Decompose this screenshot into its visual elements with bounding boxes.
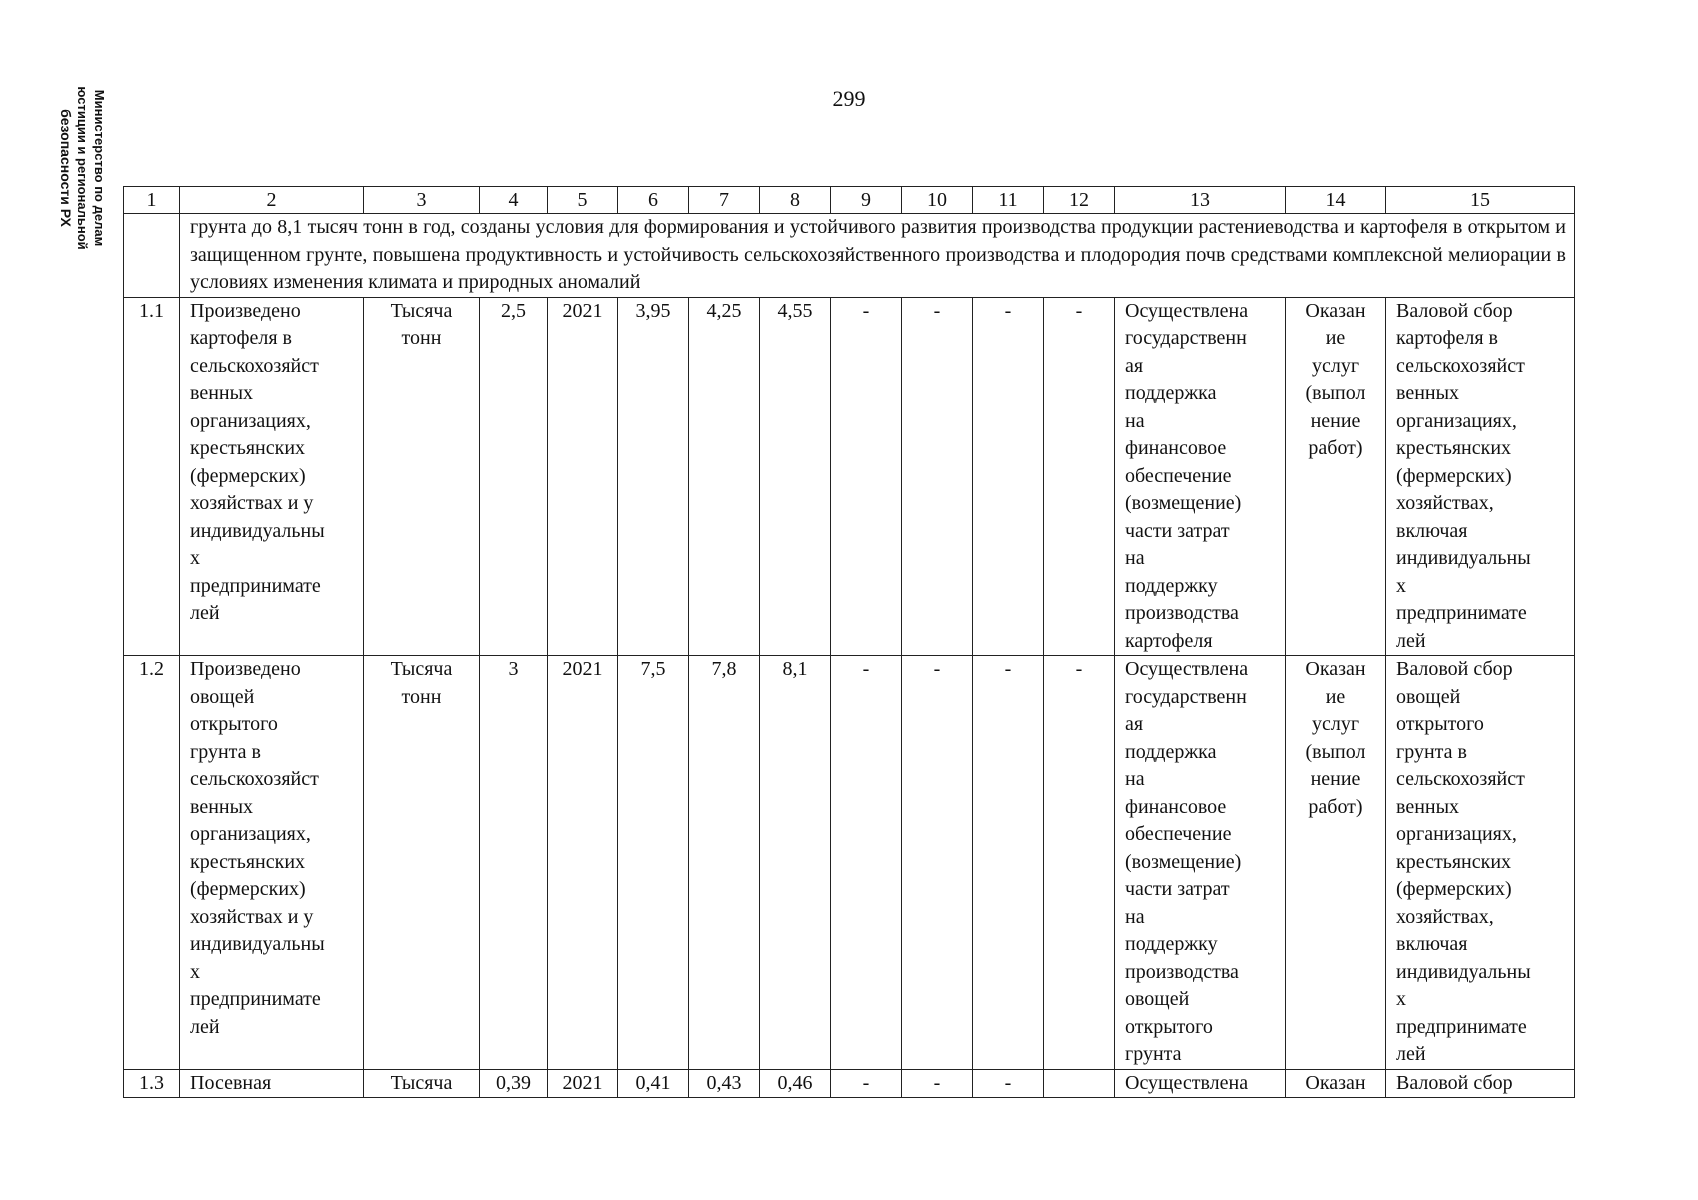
base-year: 2021 [548,1069,618,1098]
base-year: 2021 [548,656,618,1070]
cell-line: предпринимате [190,988,321,1010]
cell-line: индивидуальны [1396,547,1531,569]
cell-line: лей [1396,629,1426,652]
cell-line: услуг [1311,354,1360,377]
cell-line: поддержку [1125,933,1218,955]
cell-line: услуг [1311,713,1360,735]
base-year: 2021 [548,297,618,656]
cell-line: (фермерских) [190,878,306,900]
header-col-7: 7 [689,187,760,214]
cell-line: (фермерских) [190,464,306,487]
intro-num-cell [124,214,180,298]
cell-line: финансовое [1125,437,1227,459]
header-col-8: 8 [760,187,831,214]
value-col-9: - [831,297,902,656]
cell-line: части затрат [1125,519,1230,542]
value-col-11: - [973,656,1044,1070]
value-col-7: 7,8 [689,656,760,1070]
header-col-13: 13 [1115,187,1286,214]
event-description [1115,656,1286,1070]
indicator-link [1386,656,1575,1070]
header-col-11: 11 [973,187,1044,214]
header-col-3: 3 [364,187,480,214]
indicator-link [1386,1069,1575,1098]
cell-line: нение [1310,409,1361,432]
cell-line: ая [1125,354,1144,377]
cell-line: индивидуальны [1396,960,1531,983]
cell-line: (возмещение) [1125,850,1242,873]
stamp-line-2: юстиции и региональной [75,86,90,250]
unit-of-measure [364,1069,480,1098]
cell-line: Валовой сбор [1396,299,1513,322]
intro-row [124,214,1575,298]
stamp-line-3: безопасности РХ [58,109,74,227]
header-col-6: 6 [618,187,689,214]
cell-line: нение [1310,768,1361,790]
header-col-10: 10 [902,187,973,214]
cell-line: организациях, [190,823,311,845]
cell-line: грунта в [190,740,261,763]
value-col-8: 4,55 [760,297,831,656]
cell-line: х [1396,988,1406,1010]
cell-line: крестьянских [190,437,306,459]
cell-line: ая [1125,713,1144,735]
cell-line: венных [1396,382,1460,404]
value-col-12 [1044,1069,1115,1098]
cell-line: работ) [1308,795,1363,818]
cell-line: предпринимате [1396,602,1527,624]
cell-line: сельскохозяйст [1396,768,1525,790]
cell-line: обеспечение [1125,823,1232,845]
cell-line: на [1125,409,1145,432]
header-col-12: 12 [1044,187,1115,214]
header-col-14: 14 [1286,187,1386,214]
base-value: 2,5 [480,297,548,656]
cell-line: (возмещение) [1125,492,1242,514]
cell-line: организациях, [190,409,311,432]
cell-line: Валовой сбор [1396,1071,1513,1094]
cell-line: лей [190,602,220,624]
stamp-line-1: Министерство по делам [92,89,107,247]
event-type [1286,297,1386,656]
header-col-1: 1 [124,187,180,214]
cell-line: индивидуальны [190,519,325,542]
table-row [124,1069,1575,1098]
cell-line: государственн [1125,327,1247,349]
indicators-table [123,186,1575,1098]
cell-line: венных [190,382,254,404]
cell-line: поддержка [1125,382,1217,404]
table-row [124,656,1575,1070]
value-col-9: - [831,656,902,1070]
base-value: 0,39 [480,1069,548,1098]
cell-line: грунта в [1396,740,1467,763]
cell-line: (фермерских) [1396,464,1512,487]
cell-line: Осуществлена [1125,658,1249,680]
cell-line: картофеля [1125,629,1213,652]
cell-line: Тысяча [390,658,453,680]
cell-line: тонн [401,327,442,349]
cell-line: на [1125,768,1145,790]
cell-line: поддержку [1125,574,1218,597]
cell-line: крестьянских [1396,437,1512,459]
cell-line: Оказан [1305,299,1366,322]
cell-line: поддержка [1125,740,1217,763]
cell-line: тонн [401,685,442,708]
cell-line: на [1125,547,1145,569]
cell-line: производства [1125,602,1239,624]
indicator-name [180,1069,364,1098]
unit-of-measure [364,297,480,656]
cell-line: Произведено [190,299,301,322]
header-col-15: 15 [1386,187,1575,214]
header-col-4: 4 [480,187,548,214]
cell-line: производства [1125,960,1239,983]
cell-line: финансовое [1125,795,1227,818]
cell-line: хозяйствах и у [190,492,314,514]
cell-line: включая [1396,519,1468,542]
value-col-7: 0,43 [689,1069,760,1098]
value-col-6: 3,95 [618,297,689,656]
cell-line: предпринимате [1396,1015,1527,1038]
intro-text: грунта до 8,1 тысяч тонн в год, созданы условия для формирования и устойчивого развития производства продукции растениеводства и картофеля в открытом и защищенном грунте, повышена продуктивность и устойчивость сельскохозяйственного производства и плодородия почв средствами комплексной мелиорации в условиях изменения климата и природных аномалий [180,214,1575,298]
header-col-5: 5 [548,187,618,214]
base-value: 3 [480,656,548,1070]
cell-line: Тысяча [390,1071,453,1094]
event-type [1286,656,1386,1070]
cell-line: овощей [1396,685,1461,708]
cell-line: крестьянских [1396,850,1512,873]
value-col-8: 8,1 [760,656,831,1070]
value-col-8: 0,46 [760,1069,831,1098]
cell-line: открытого [1125,1015,1213,1038]
cell-line: овощей [1125,988,1190,1010]
cell-line: Осуществлена [1125,1071,1249,1094]
cell-line: Тысяча [390,299,453,322]
cell-line: индивидуальны [190,933,325,955]
cell-line: х [1396,574,1406,597]
cell-line: хозяйствах, [1396,492,1494,514]
cell-line: включая [1396,933,1468,955]
row-number: 1.2 [124,656,180,1070]
value-col-6: 0,41 [618,1069,689,1098]
event-description [1115,297,1286,656]
cell-line: венных [1396,795,1460,818]
header-col-9: 9 [831,187,902,214]
cell-line: х [190,960,200,983]
cell-line: хозяйствах, [1396,905,1494,928]
cell-line: Оказан [1305,658,1366,680]
cell-line: работ) [1308,437,1363,459]
cell-line: сельскохозяйст [190,768,319,790]
value-col-10: - [902,297,973,656]
cell-line: лей [1396,1043,1426,1065]
value-col-9: - [831,1069,902,1098]
indicator-name [180,656,364,1070]
cell-line: на [1125,905,1145,928]
value-col-12: - [1044,297,1115,656]
cell-line: сельскохозяйст [190,354,319,377]
cell-line: Посевная [190,1071,272,1094]
event-type [1286,1069,1386,1098]
value-col-10: - [902,1069,973,1098]
cell-line: венных [190,795,254,818]
event-description [1115,1069,1286,1098]
cell-line: Осуществлена [1125,299,1249,322]
row-number: 1.3 [124,1069,180,1098]
cell-line: лей [190,1015,220,1038]
cell-line: картофеля в [190,327,292,349]
table-row [124,297,1575,656]
cell-line: х [190,547,200,569]
value-col-11: - [973,297,1044,656]
cell-line: грунта [1125,1043,1182,1065]
cell-line: открытого [1396,713,1484,735]
value-col-7: 4,25 [689,297,760,656]
cell-line: организациях, [1396,823,1517,845]
page-number: 299 [832,86,866,111]
cell-line: крестьянских [190,850,306,873]
cell-line: организациях, [1396,409,1517,432]
cell-line: обеспечение [1125,464,1232,487]
value-col-6: 7,5 [618,656,689,1070]
unit-of-measure [364,656,480,1070]
value-col-12: - [1044,656,1115,1070]
cell-line: ие [1325,685,1346,708]
cell-line: государственн [1125,685,1247,708]
header-col-2: 2 [180,187,364,214]
value-col-11: - [973,1069,1044,1098]
cell-line: хозяйствах и у [190,905,314,928]
row-number: 1.1 [124,297,180,656]
cell-line: овощей [190,685,255,708]
cell-line: Произведено [190,658,301,680]
cell-line: сельскохозяйст [1396,354,1525,377]
cell-line: картофеля в [1396,327,1498,349]
header-row [124,187,1575,214]
cell-line: (выпол [1305,740,1366,763]
value-col-10: - [902,656,973,1070]
cell-line: (выпол [1305,382,1366,404]
indicator-link [1386,297,1575,656]
cell-line: предпринимате [190,574,321,597]
cell-line: (фермерских) [1396,878,1512,900]
cell-line: Валовой сбор [1396,658,1513,680]
cell-line: ие [1325,327,1346,349]
cell-line: Оказан [1305,1071,1366,1094]
cell-line: открытого [190,713,278,735]
cell-line: части затрат [1125,878,1230,900]
indicator-name [180,297,364,656]
